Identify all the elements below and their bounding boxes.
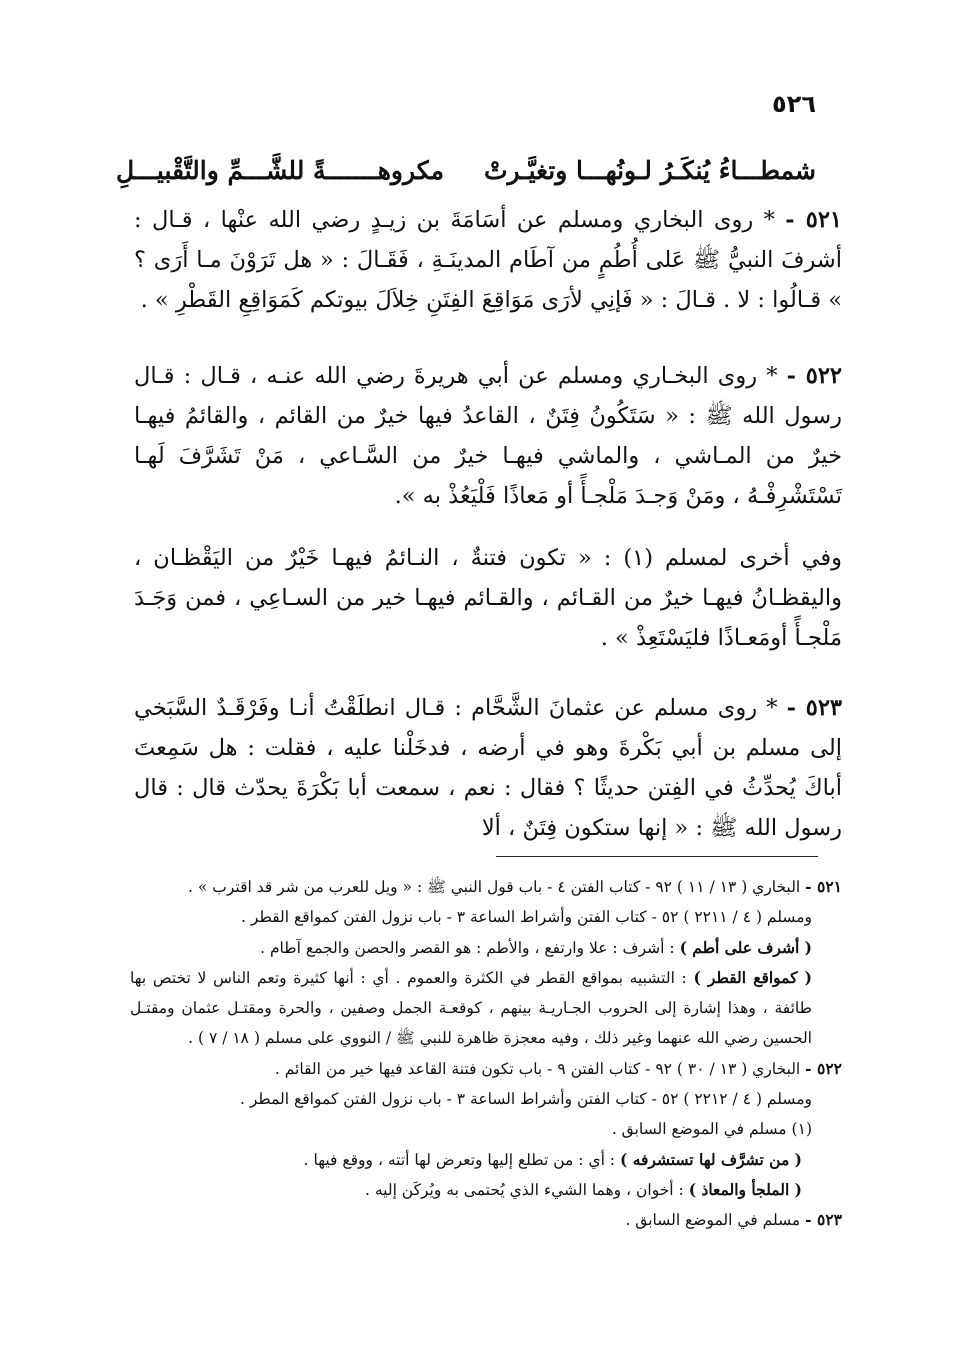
footnote xyxy=(130,933,842,963)
footnote-text: مسلم في الموضع السابق . xyxy=(625,1211,801,1230)
footnote-label: ( كمواقع القطر ) xyxy=(693,967,812,987)
footnote-text: ومسلم ( ٤ / ٢٢١١ ) ٥٢ - كتاب الفتن وأشراط الساعة ٣ - باب نزول الفتن كمواقع القطر . xyxy=(241,908,812,927)
footnote-label: ( من تشرَّف لها تستشرفه ) xyxy=(619,1149,802,1169)
footnote-label: (١) xyxy=(791,1120,812,1139)
footnote-text: البخاري ( ١٣ / ٣٠ ) ٩٢ - كتاب الفتن ٩ - باب تكون فتنة القاعد فيها خير من القائم . xyxy=(274,1059,801,1078)
footnote xyxy=(130,872,842,902)
footnote-text: : أخوان ، وهما الشيء الذي يُحتمى به ويُركَن إليه . xyxy=(365,1180,684,1199)
verse-first-half: شمطـــاءُ يُنكَـرُ لـونُهـــا وتغيَّـرتْ xyxy=(483,155,816,185)
hadith-521 xyxy=(134,200,842,320)
footnote xyxy=(130,1205,842,1235)
verse-second-half: مكروهـــــــةً للشَّـــمِّ والتَّقْبيـــلِ xyxy=(116,155,444,185)
footnotes xyxy=(130,872,842,1236)
page-number: ٥٢٦ xyxy=(772,90,816,118)
hadith-523 xyxy=(134,688,842,848)
hadith-number: ٥٢٢ - xyxy=(786,363,843,389)
footnote-text: البخاري ( ١٣ / ١١ ) ٩٢ - كتاب الفتن ٤ - باب قول النبي ﷺ : « ويل للعرب من شر قد اقترب » . xyxy=(187,878,801,896)
footnote-divider xyxy=(496,856,818,857)
poem-verse xyxy=(116,146,816,194)
footnote xyxy=(130,1175,842,1205)
footnote xyxy=(130,902,842,932)
footnote-label: ( الملجأ والمعاذ ) xyxy=(688,1179,802,1199)
footnote xyxy=(130,1114,842,1144)
footnote xyxy=(130,1084,842,1114)
hadith-text: * روى مسلم عن عثمانَ الشَّحَّام : قـال انطلَقْتُ أنـا وفَرْقَـدٌ السَّبَخي إلى مسلم بن أبي بَكْرةَ وهو في أرضه ، فدخَلْنا عليه ، فقلت : هل سَمِعتَ أباكَ يُحدِّثُ في الفِتن حديثًا ؟ فقال : نعم ، سمعت أبا بَكْرَةَ يحدّث قال : قال رسول الله ﷺ : « إنها ستكون فِتَنٌ ، ألا xyxy=(134,695,842,841)
hadith-522-variant xyxy=(134,538,842,658)
footnote-label: ( أشرف على أطم ) xyxy=(679,937,812,957)
footnote-text: مسلم في الموضع السابق . xyxy=(611,1120,787,1139)
hadith-522 xyxy=(134,356,842,516)
hadith-text: وفي أخرى لمسلم (١) : « تكون فتنةٌ ، النـائمُ فيهـا خَيْرٌ من اليَقْظـان ، واليقظـانُ فيهـا خيرٌ من القـائم ، والقـائم فيهـا خير من السـاعِي ، فمن وَجَـدَ مَلْجـأً أومَعـاذًا فليَسْتَعِذْ » . xyxy=(134,545,842,651)
footnote-label: ٥٢١ - xyxy=(805,877,842,896)
hadith-text: * روى البخـاري ومسلم عن أبي هريرةَ رضي الله عنـه ، قـال : قـال رسول الله ﷺ : « سَتَكُونُ فِتَنٌ ، القاعدُ فيها خيرٌ من القائم ، والقائمُ فيهـا خيرٌ من المـاشي ، والماشي فيهـا خيرٌ من السَّـاعي ، مَنْ تَشَرَّفَ لَهـا تَسْتَشْرِفْـهُ ، ومَنْ وَجـدَ مَلْجـأً أو مَعاذًا فَلْيَعُذْ به ». xyxy=(134,363,842,509)
hadith-number: ٥٢٣ - xyxy=(786,695,843,721)
hadith-text: * روى البخاري ومسلم عن أسَامَةَ بن زيـدٍ رضي الله عنْها ، قـال : أشرفَ النبيُّ ﷺ عَلى أُطُمٍ من آطَام المدينَـةِ ، فَقَـالَ : « هل تَرَوْنَ مـا أَرَى ؟ » قـالُوا : لا . قـالَ : « فَإنِي لأرَى مَوَاقِعَ الفِتَنِ خِلاَلَ بيوتكم كَمَوَاقِعِ القَطْرِ » . xyxy=(134,207,842,313)
footnote xyxy=(130,1054,842,1084)
hadith-number: ٥٢١ - xyxy=(785,207,842,233)
footnote-text: : أي : من تطلع إليها وتعرض لها أتته ، ووقع فيها . xyxy=(303,1150,616,1169)
footnote xyxy=(130,963,842,1054)
footnote xyxy=(130,1145,842,1175)
footnote-text: : التشبيه بمواقع القطر في الكثرة والعموم . أي : أنها كثيرة وتعم الناس لا تختص بها طائفة ، وهذا إشارة إلى الحروب الجـاريـة بينهم ، كوقعـة الجمل وصفين ، والحرة ومقتـل عثمان ومقتـل الحسين رضي الله عنهما وغير ذلك ، وفيه معجزة ظاهرة للنبي ﷺ / النووي على مسلم ( ١٨ / ٧ ) . xyxy=(130,968,812,1048)
footnote-label: ٥٢٣ - xyxy=(805,1210,842,1230)
footnote-label: ٥٢٢ - xyxy=(805,1058,842,1078)
footnote-text: : أشرف : علا وارتفع ، والأطم : هو القصر والحصن والجمع آطام . xyxy=(260,938,675,957)
footnote-text: ومسلم ( ٤ / ٢٢١٢ ) ٥٢ - كتاب الفتن وأشراط الساعة ٣ - باب نزول الفتن كمواقع المطر . xyxy=(239,1090,812,1109)
